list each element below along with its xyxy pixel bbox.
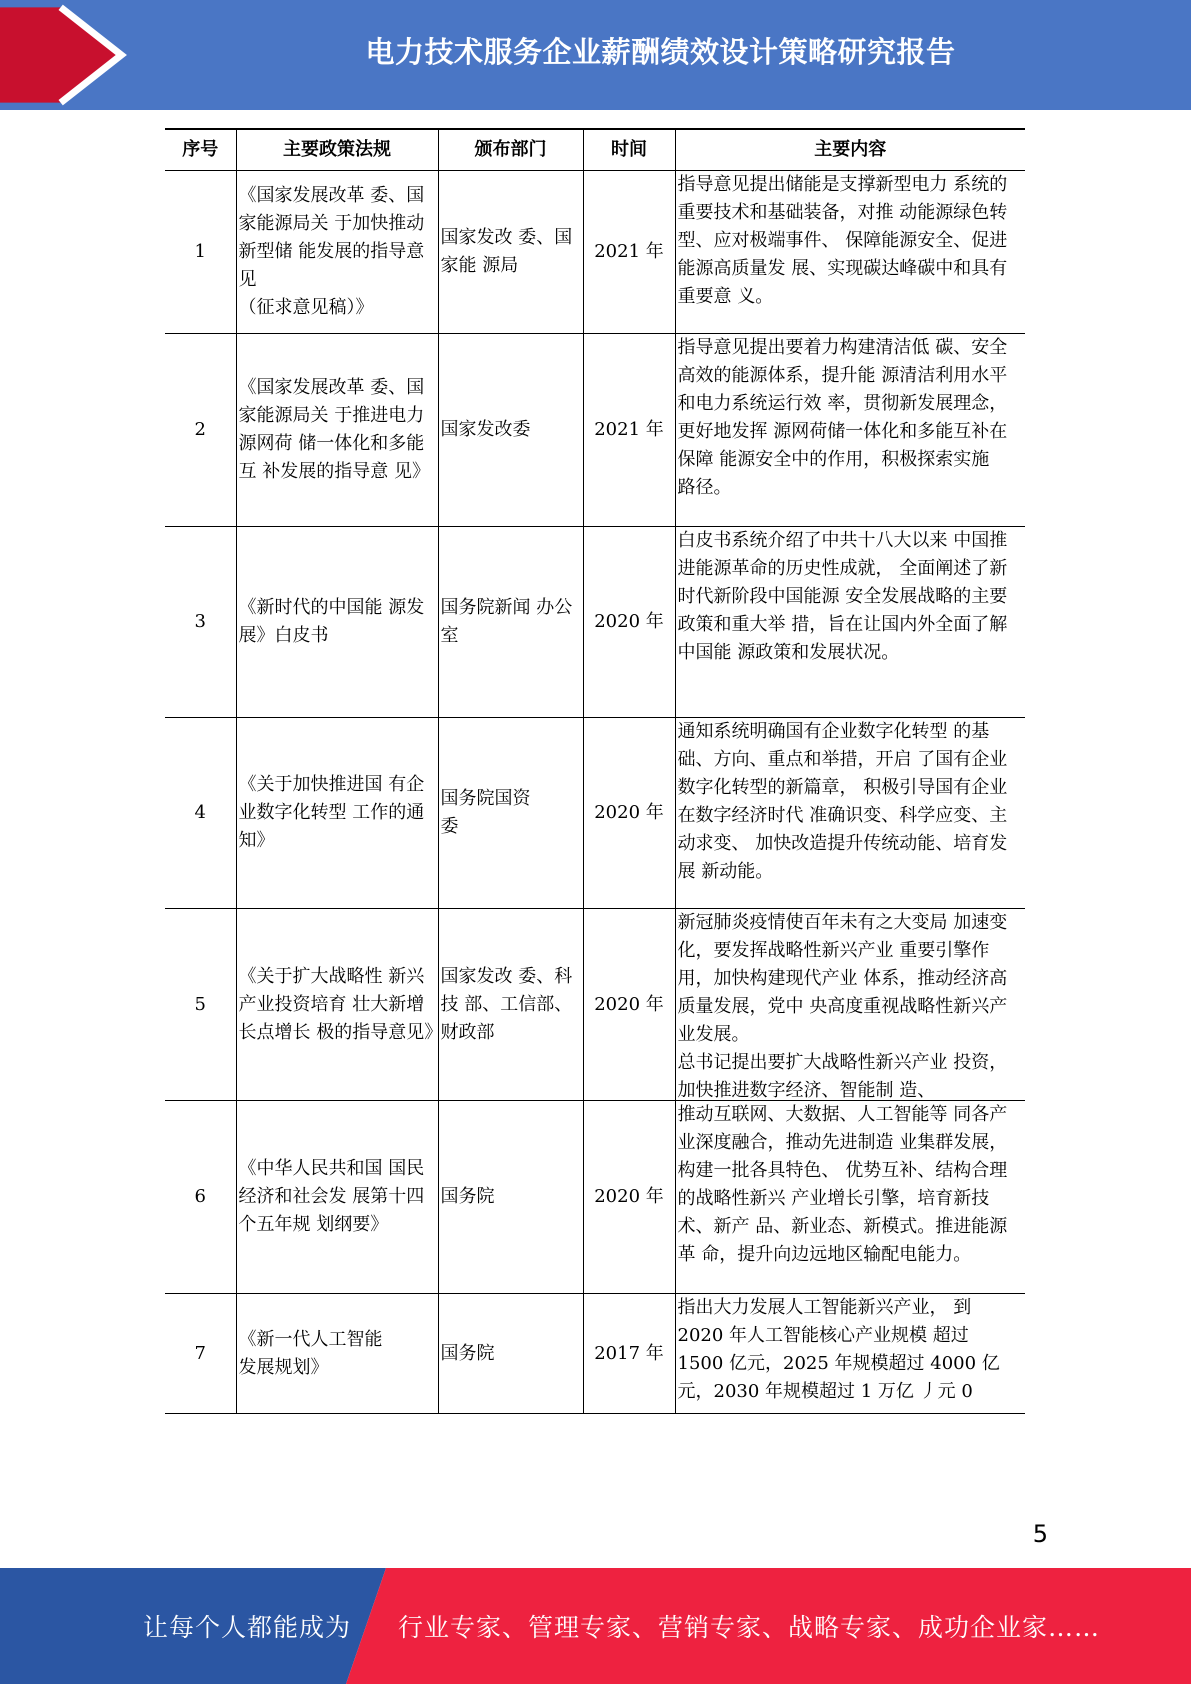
- issue-year: 2020 年: [583, 909, 675, 1101]
- policy-name: 《中华人民共和国 国民经济和社会发 展第十四个五年规 划纲要》: [238, 1158, 425, 1235]
- policy-content: 推动互联网、大数据、人工智能等 同各产业深度融合，推动先进制造 业集群发展，构建一批各具特色、 优势互补、结构合理的战略性新兴 产业增长引擎，培育新技术、新产 品、新业态、新模式。推进能源革 命，提升向边远地区输配电能力。: [677, 1104, 1008, 1265]
- issue-year: 2017 年: [583, 1294, 675, 1414]
- header-arrow-decoration: [0, 0, 130, 110]
- table-row: [165, 527, 1025, 718]
- policy-name: 《关于加快推进国 有企业数字化转型 工作的通知》: [238, 774, 425, 851]
- row-no: 6: [165, 1101, 236, 1294]
- table-row: [165, 1294, 1025, 1414]
- policy-content: 白皮书系统介绍了中共十八大以来 中国推进能源革命的历史性成就， 全面阐述了新时代新阶段中国能源 安全发展战略的主要政策和重大举 措，旨在让国内外全面了解中国能 源政策和发展状况。: [677, 530, 1008, 663]
- policy-content: 指出大力发展人工智能新兴产业， 到2020 年人工智能核心产业规模 超过1500 亿元，2025 年规模超过 4000 亿元，2030 年规模超过 1 万亿 丿元 0: [677, 1297, 1000, 1402]
- footer-slogan-right: 行业专家、管理专家、营销专家、战略专家、成功企业家……: [398, 1613, 1101, 1642]
- page-number: 5: [1032, 1520, 1048, 1548]
- header-content: 主要内容: [675, 129, 1025, 171]
- policy-content: 指导意见提出储能是支撑新型电力 系统的重要技术和基础装备，对推 动能源绿色转型、应对极端事件、 保障能源安全、促进能源高质量发 展、实现碳达峰碳中和具有重要意 义。: [677, 174, 1008, 307]
- policy-name: 《新一代人工智能 发展规划》: [238, 1328, 383, 1378]
- page-footer: [0, 1568, 1191, 1684]
- table-row: [165, 334, 1025, 527]
- issuing-dept: 国务院国资 委: [440, 788, 531, 837]
- row-no: 5: [165, 909, 236, 1101]
- page-header: [0, 0, 1191, 110]
- footer-slogan-left: 让每个人都能成为: [143, 1613, 352, 1642]
- table-row: [165, 171, 1025, 334]
- header-time: 时间: [583, 129, 675, 171]
- policy-content: 新冠肺炎疫情使百年未有之大变局 加速变化，要发挥战略性新兴产业 重要引擎作用，加快构建现代产业 体系，推动经济高质量发展，党中 央高度重视战略性新兴产业发展。 总书记提出要扩大战略性新兴产业 投资，加快推进数字经济、智能制 造、: [677, 912, 1008, 1100]
- issuing-dept: 国务院: [440, 1342, 495, 1364]
- header-policy: 主要政策法规: [236, 129, 438, 171]
- issuing-dept: 国务院新闻 办公室: [440, 597, 573, 646]
- issue-year: 2020 年: [583, 718, 675, 909]
- issue-year: 2020 年: [583, 527, 675, 718]
- issuing-dept: 国家发改 委、科技 部、工信部、财政部: [440, 965, 573, 1043]
- table-header-row: [165, 129, 1025, 171]
- row-no: 3: [165, 527, 236, 718]
- policy-name: 《新时代的中国能 源发展》白皮书: [238, 597, 425, 646]
- row-no: 1: [165, 171, 236, 334]
- policy-table: [165, 128, 1025, 1414]
- policy-content: 通知系统明确国有企业数字化转型 的基础、方向、重点和举措，开启 了国有企业数字化转型的新篇章， 积极引导国有企业在数字经济时代 准确识变、科学应变、主动求变、 加快改造提升传统动能、培育发展 新动能。: [677, 721, 1008, 882]
- issuing-dept: 国家发改 委、国家能 源局: [440, 227, 573, 276]
- report-title: 电力技术服务企业薪酬绩效设计策略研究报告: [365, 34, 956, 69]
- issuing-dept: 国务院: [440, 1186, 495, 1207]
- row-no: 2: [165, 334, 236, 527]
- policy-name: 《关于扩大战略性 新兴产业投资培育 壮大新增长点增长 极的指导意见》: [238, 965, 443, 1043]
- issue-year: 2020 年: [583, 1101, 675, 1294]
- issuing-dept: 国家发改委: [440, 419, 531, 440]
- policy-name: 《国家发展改革 委、国家能源局关 于推进电力源网荷 储一体化和多能互 补发展的指导意 见》: [238, 377, 430, 482]
- table-row: [165, 909, 1025, 1101]
- header-dept: 颁布部门: [438, 129, 583, 171]
- policy-content: 指导意见提出要着力构建清洁低 碳、安全高效的能源体系，提升能 源清洁利用水平和电力系统运行效 率，贯彻新发展理念，更好地发挥 源网荷储一体化和多能互补在保障 能源安全中的作用，积极探索实施 路径。: [677, 337, 1008, 498]
- table-row: [165, 718, 1025, 909]
- header-no: 序号: [165, 129, 236, 171]
- issue-year: 2021 年: [583, 334, 675, 527]
- policy-name: 《国家发展改革 委、国家能源局关 于加快推动新型储 能发展的指导意见 （征求意见稿）》: [238, 185, 425, 318]
- issue-year: 2021 年: [583, 171, 675, 334]
- row-no: 7: [165, 1294, 236, 1414]
- table-row: [165, 1101, 1025, 1294]
- row-no: 4: [165, 718, 236, 909]
